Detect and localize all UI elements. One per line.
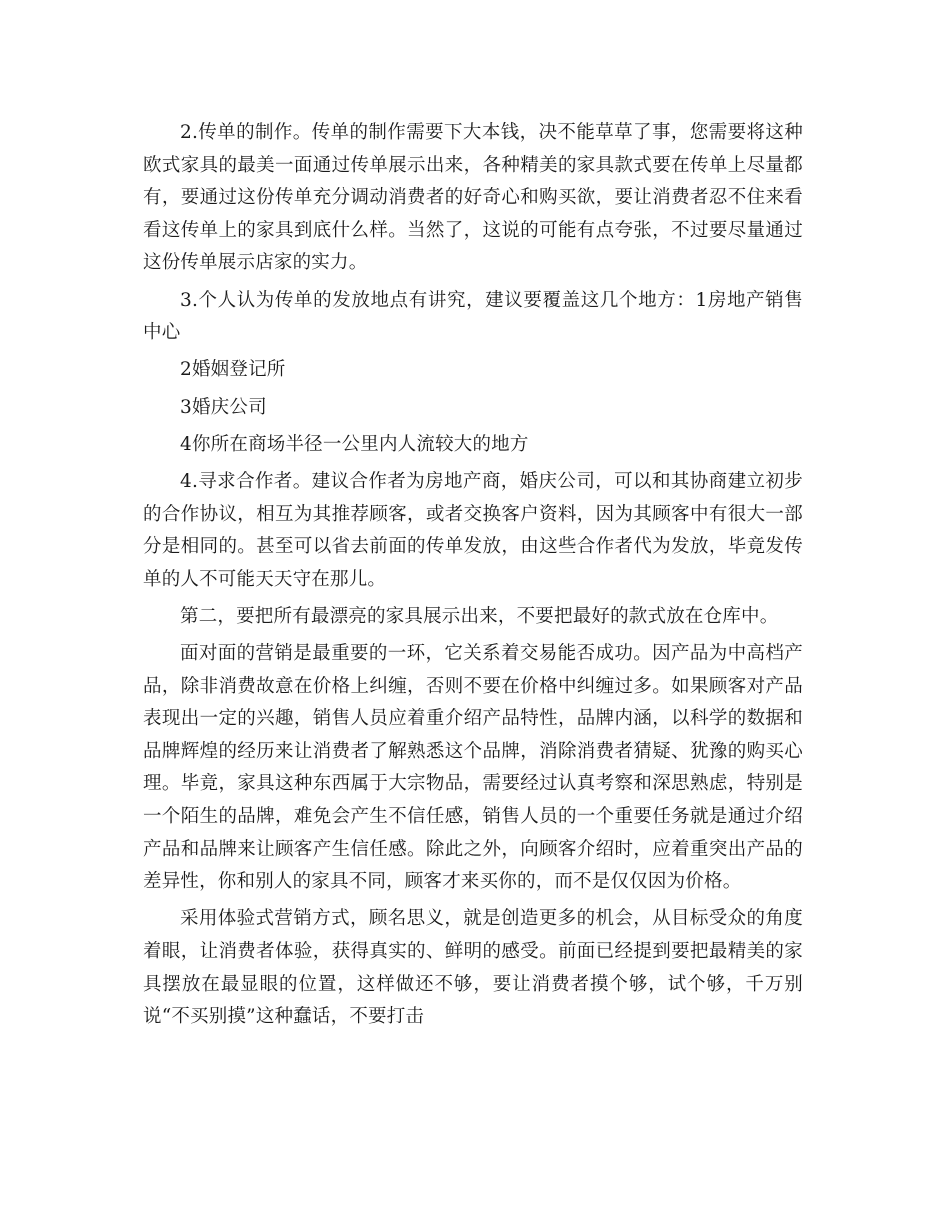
document-body [143, 117, 803, 1038]
paragraph-partners: 4.寻求合作者。建议合作者为房地产商，婚庆公司，可以和其协商建立初步的合作协议，相互为其推荐顾客，或者交换客户资料，因为其顾客中有很大一部分是相同的。甚至可以省去前面的传单发放，由这些合作者代为发放，毕竟发传单的人不可能天天守在那儿。 [143, 470, 803, 590]
list-item-marriage-registry: 2婚姻登记所 [180, 359, 286, 381]
list-item-mall-radius: 4你所在商场半径一公里内人流较大的地方 [180, 433, 529, 455]
paragraph-flyer-distribution: 3.个人认为传单的发放地点有讲究，建议要覆盖这几个地方：1房地产销售中心 [143, 289, 803, 344]
list-item-wedding-company: 3婚庆公司 [180, 396, 267, 418]
paragraph-flyer-production: 2.传单的制作。传单的制作需要下大本钱，决不能草草了事，您需要将这种欧式家具的最美一面通过传单展示出来，各种精美的家具款式要在传单上尽量都有，要通过这份传单充分调动消费者的好奇心和购买欲，要让消费者忍不住来看看这传单上的家具到底什么样。当然了，这说的可能有点夸张，不过要尽量通过这份传单展示店家的实力。 [143, 122, 803, 274]
paragraph-face-to-face-marketing: 面对面的营销是最重要的一环，它关系着交易能否成功。因产品为中高档产品，除非消费故意在价格上纠缠，否则不要在价格中纠缠过多。如果顾客对产品表现出一定的兴趣，销售人员应着重介绍产品特性，品牌内涵，以科学的数据和品牌辉煌的经历来让消费者了解熟悉这个品牌，消除消费者猜疑、犹豫的购买心理。毕竟，家具这种东西属于大宗物品，需要经过认真考察和深思熟虑，特别是一个陌生的品牌，难免会产生不信任感，销售人员的一个重要任务就是通过介绍产品和品牌来让顾客产生信任感。除此之外，向顾客介绍时，应着重突出产品的差异性，你和别人的家具不同，顾客才来买你的，而不是仅仅因为价格。 [143, 643, 803, 893]
paragraph-experiential-marketing: 采用体验式营销方式，顾名思义，就是创造更多的机会，从目标受众的角度着眼，让消费者体验，获得真实的、鲜明的感受。前面已经提到要把最精美的家具摆放在最显眼的位置，这样做还不够，要让消费者摸个够，试个够，千万别说“不买别摸”这种蠢话，不要打击 [143, 908, 803, 1028]
paragraph-second-point: 第二，要把所有最漂亮的家具展示出来，不要把最好的款式放在仓库中。 [180, 605, 779, 627]
